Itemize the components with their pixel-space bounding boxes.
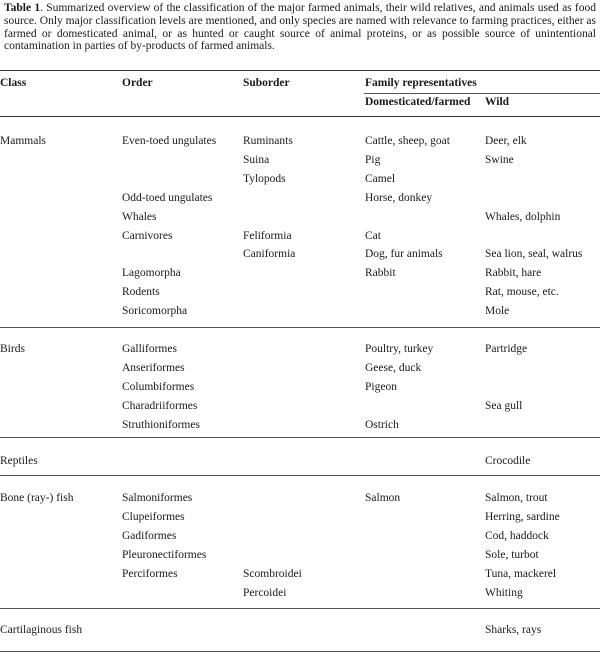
wild-cell: Sea lion, seal, walrus bbox=[485, 248, 583, 261]
domesticated-cell: Geese, duck bbox=[365, 361, 422, 374]
wild-cell: Rabbit, hare bbox=[485, 267, 542, 280]
order-cell: Charadriiformes bbox=[122, 399, 198, 412]
group-divider bbox=[0, 651, 600, 652]
domesticated-cell: Poultry, turkey bbox=[365, 343, 434, 355]
order-cell: Struthioniformes bbox=[122, 418, 200, 431]
order-cell: Pleuronectiformes bbox=[122, 548, 207, 561]
order-cell: Anseriformes bbox=[122, 361, 185, 374]
wild-cell: Herring, sardine bbox=[485, 510, 560, 523]
class-cell: Reptiles bbox=[0, 455, 38, 467]
wild-cell: Swine bbox=[485, 153, 514, 166]
wild-cell: Sharks, rays bbox=[485, 624, 542, 636]
header-suborder: Suborder bbox=[243, 77, 290, 89]
order-cell: Rodents bbox=[122, 286, 160, 299]
table-caption bbox=[4, 2, 596, 53]
group-divider bbox=[0, 475, 600, 476]
order-cell: Columbiformes bbox=[122, 380, 195, 393]
class-cell: Birds bbox=[0, 343, 25, 355]
order-cell: Lagomorpha bbox=[122, 267, 181, 280]
suborder-cell: Scombroidei bbox=[243, 567, 302, 580]
wild-cell: Partridge bbox=[485, 343, 528, 355]
wild-cell: Mole bbox=[485, 305, 510, 318]
suborder-cell: Ruminants bbox=[243, 135, 293, 147]
order-cell: Gadiformes bbox=[122, 529, 177, 542]
suborder-cell: Percoidei bbox=[243, 586, 287, 599]
order-cell: Clupeiformes bbox=[122, 510, 185, 523]
table-top-rule bbox=[0, 70, 600, 71]
table-label: Table 1 bbox=[4, 2, 41, 14]
domesticated-cell: Cattle, sheep, goat bbox=[365, 135, 450, 147]
wild-cell: Tuna, mackerel bbox=[485, 567, 557, 580]
wild-cell: Whiting bbox=[485, 586, 523, 599]
domesticated-cell: Pigeon bbox=[365, 380, 397, 393]
domesticated-cell: Ostrich bbox=[365, 418, 399, 431]
suborder-cell: Tylopods bbox=[243, 172, 286, 185]
header-class: Class bbox=[0, 77, 27, 89]
header-bottom-rule bbox=[0, 116, 600, 117]
order-cell: Carnivores bbox=[122, 229, 173, 242]
wild-cell: Cod, haddock bbox=[485, 529, 549, 542]
wild-cell: Salmon, trout bbox=[485, 492, 548, 504]
header-domesticated: Domesticated/farmed bbox=[365, 96, 471, 108]
header-order: Order bbox=[122, 77, 153, 89]
wild-cell: Sole, turbot bbox=[485, 548, 539, 561]
order-cell: Odd-toed ungulates bbox=[122, 191, 213, 204]
domesticated-cell: Camel bbox=[365, 172, 396, 185]
class-cell: Bone (ray-) fish bbox=[0, 492, 74, 504]
domesticated-cell: Rabbit bbox=[365, 267, 396, 280]
order-cell: Salmoniformes bbox=[122, 492, 193, 504]
table-caption-text: . Summarized overview of the classification of the major farmed animals, their wild relatives, and animals used as food source. Only major classification levels are mentioned, and only species are named with relevance to farming practices, either as farmed or domesticated animal, or as hunted or caught source of animal proteins, or as possible source of unintentional contamination in parties of by-products of farmed animals. bbox=[4, 2, 596, 53]
domesticated-cell: Dog, fur animals bbox=[365, 248, 443, 261]
class-cell: Cartilaginous fish bbox=[0, 624, 83, 636]
order-cell: Whales bbox=[122, 210, 157, 223]
wild-cell: Whales, dolphin bbox=[485, 210, 561, 223]
wild-cell: Crocodile bbox=[485, 455, 531, 467]
domesticated-cell: Pig bbox=[365, 153, 381, 166]
wild-cell: Sea gull bbox=[485, 399, 523, 412]
order-cell: Even-toed ungulates bbox=[122, 135, 217, 147]
wild-cell: Rat, mouse, etc. bbox=[485, 286, 559, 299]
header-wild: Wild bbox=[485, 96, 510, 108]
suborder-cell: Caniformia bbox=[243, 248, 296, 261]
wild-cell: Deer, elk bbox=[485, 135, 527, 147]
order-cell: Perciformes bbox=[122, 567, 178, 580]
order-cell: Galliformes bbox=[122, 343, 177, 355]
suborder-cell: Feliformia bbox=[243, 229, 292, 242]
domesticated-cell: Cat bbox=[365, 229, 381, 242]
suborder-cell: Suina bbox=[243, 153, 270, 166]
domesticated-cell: Salmon bbox=[365, 492, 401, 504]
domesticated-cell: Horse, donkey bbox=[365, 191, 433, 204]
order-cell: Soricomorpha bbox=[122, 305, 188, 318]
group-divider bbox=[0, 437, 600, 438]
header-family-subrule bbox=[364, 93, 600, 94]
group-divider bbox=[0, 608, 600, 609]
header-family: Family representatives bbox=[365, 77, 477, 89]
class-cell: Mammals bbox=[0, 135, 46, 147]
group-divider bbox=[0, 327, 600, 328]
